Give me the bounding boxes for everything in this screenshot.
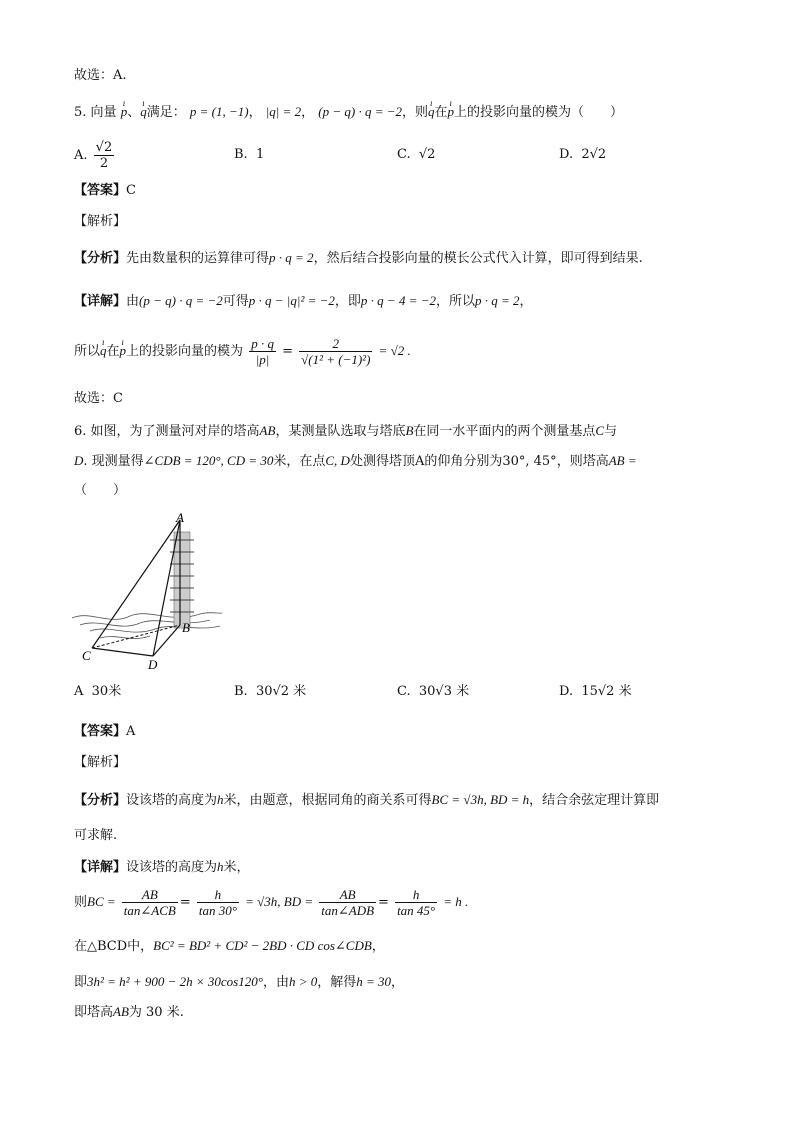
xj-expr1: (p − q) · q = −2: [139, 293, 223, 308]
q5-fenxi: [74, 248, 643, 269]
xj-expr2: p · q − |q|² = −2: [248, 293, 335, 308]
option-label: B.: [234, 147, 248, 162]
point-label-b: B: [182, 620, 190, 635]
l4-text-a: 即: [74, 975, 88, 990]
xj-text-a: 设该塔的高度为: [126, 860, 218, 875]
fenxi-expr: p · q = 2: [269, 250, 314, 265]
q6-text-h: ，则塔高: [556, 454, 609, 469]
l4-cond: h > 0: [288, 974, 318, 989]
xj-text-c: ，即: [334, 294, 361, 309]
fenxi-tag: 【分析】: [74, 793, 127, 808]
fenxi-tag: 【分析】: [74, 251, 127, 266]
fraction: $\frac{√2}{2}$: [95, 140, 113, 171]
fenxi-text-2: ，然后结合投影向量的模长公式代入计算，即可得到结果.: [313, 251, 643, 266]
q5-cond3: (p − q) · q = −2: [318, 104, 402, 119]
xj-expr3: p · q − 4 = −2: [360, 293, 436, 308]
option-label: A: [74, 684, 84, 699]
q6-final-line: [74, 1002, 184, 1023]
option-label: D.: [559, 684, 574, 699]
l5-text-c: 为 30 米.: [128, 1005, 184, 1020]
fenxi-text-b: 米，由题意，根据同角的商关系可得: [223, 793, 432, 808]
fraction-ab-tanacb: $\frac{AB}{\text{tan∠ACB}}$: [123, 887, 176, 918]
l3-text: 在△BCD中，: [74, 939, 154, 954]
point-label-d: D: [148, 657, 158, 670]
q5-stem-prefix: 5. 向量: [74, 105, 117, 120]
q5-answer: [74, 181, 136, 201]
answer-value: C: [126, 183, 136, 198]
q5-projection-line: 所以ı q在ı p上的投影向量的模为 $\frac{p \cdot q}{|p|}$ = $\frac{2}{\text{√(1² + (−1)²)}}$ = √2 .: [74, 334, 411, 369]
tower-figure: [70, 510, 225, 670]
l2-text-c: 上的投影向量的模为: [126, 344, 244, 359]
xj-text-d: ，所以: [436, 294, 476, 309]
fenxi-expr: BC = √3h, BD = h: [431, 792, 530, 807]
vector-p: ı p: [121, 102, 128, 122]
q5-stem-mid: 满足：: [146, 105, 186, 120]
option-text: 30√2 米: [255, 684, 307, 699]
l4-text-b: ，由: [262, 975, 289, 990]
option-label: A.: [74, 148, 88, 163]
var-h: h: [217, 792, 224, 807]
option-text: √2: [418, 147, 436, 162]
vector-q-3: ı q: [100, 334, 107, 368]
q6-option-d: [559, 682, 632, 702]
xiangjie-tag: 【详解】: [74, 860, 127, 875]
q6-abeq: AB =: [608, 453, 637, 468]
q6-c: C: [595, 423, 605, 438]
vector-q-2: ı q: [428, 102, 435, 122]
l3-expr: BC² = BD² + CD² − 2BD · CD cos∠CDB: [153, 938, 372, 953]
q5-option-a: [74, 140, 116, 171]
option-text: 1: [255, 147, 265, 162]
q5-conclusion: 故选：C: [74, 391, 123, 406]
option-text: 30米: [91, 684, 122, 699]
var-h-2: h: [217, 859, 224, 874]
vector-q: ı q: [140, 102, 147, 122]
fraction-h-tan30: $\frac{h}{\tan 30^\circ}$: [198, 887, 237, 918]
l2-text-a: 所以: [74, 344, 101, 359]
l4-expr: 3h² = h² + 900 − 2h × 30cos120°: [87, 974, 263, 989]
q6-solve-line: [74, 972, 404, 993]
q6-tan-line: 则BC = $\frac{AB}{\text{tan∠ACB}}$ = $\frac{h}{\tan 30^\circ}$ = √3h, BD = $\frac{AB}{\text{tan∠ADB}}$ = $\frac{h}{\tan 45^\circ}$ = h .: [74, 887, 469, 918]
l4-text-d: ，解得: [317, 975, 357, 990]
q5-xiangjie: [74, 291, 533, 312]
q6-text-e: . 现测量得: [83, 454, 144, 469]
q4-conclusion: 故选：A.: [74, 68, 127, 83]
option-label: D.: [559, 147, 574, 162]
l5-ab: AB: [113, 1004, 129, 1019]
vector-p-3: ı p: [120, 334, 127, 368]
q6-answer: [74, 722, 135, 742]
q6-analysis-tag: 【解析】: [74, 755, 127, 770]
q5-tail-b: 在: [434, 105, 448, 120]
answer-value: A: [126, 724, 136, 739]
q6-d: D: [74, 453, 84, 468]
point-label-c: C: [82, 648, 91, 663]
projection-fraction: $\frac{p \cdot q}{|p|}$: [251, 336, 274, 367]
q6-cosine-line: [74, 936, 385, 957]
q5-tail-a: ，则: [402, 105, 429, 120]
fraction-h-tan45: $\frac{h}{\tan 45^\circ}$: [397, 887, 436, 918]
point-label-a: A: [176, 510, 184, 525]
q6-text-d: 与: [604, 424, 618, 439]
q6-stem-line1: [74, 421, 617, 442]
q6-angles: 30°, 45°: [502, 454, 557, 469]
xj-text: 由: [126, 294, 140, 309]
river-lines: [72, 613, 222, 639]
fenxi-text-c: ，结合余弦定理计算即: [529, 793, 660, 808]
option-label: C.: [397, 684, 411, 699]
q6-text-a: 6. 如图，为了测量河对岸的塔高: [74, 424, 260, 439]
q6-text-g: 处测得塔顶A的仰角分别为: [349, 454, 503, 469]
projection-value-fraction: $\frac{2}{\text{√(1² + (−1)²)}}$: [301, 336, 371, 367]
q6-option-c: [397, 682, 469, 702]
q5-option-c: [397, 145, 435, 165]
vector-p-2: ı p: [448, 102, 455, 122]
xj-text-b: 可得: [222, 294, 249, 309]
option-label: C.: [397, 147, 411, 162]
q5-cond1: p = (1, −1): [189, 104, 249, 119]
fenxi-text-a: 设该塔的高度为: [126, 793, 218, 808]
option-label: B.: [234, 684, 248, 699]
q6-paren: （ ）: [74, 483, 127, 498]
q6-option-a: [74, 682, 121, 702]
q6-option-b: [234, 682, 306, 702]
q6-xiangjie: [74, 857, 250, 878]
l2-pre: 则: [74, 895, 88, 910]
geometry-lines: [92, 520, 180, 656]
q6-cd: C, D: [325, 453, 350, 468]
option-text: 30√3 米: [418, 684, 470, 699]
projection-result: = √2 .: [378, 343, 411, 358]
xj-expr4: p · q = 2: [475, 293, 520, 308]
answer-tag: 【答案】: [74, 724, 127, 739]
q5-option-d: [559, 145, 606, 165]
answer-tag: 【答案】: [74, 183, 127, 198]
l2-bc: BC =: [87, 894, 116, 909]
l2-text-b: 在: [106, 344, 120, 359]
fenxi-text: 先由数量积的运算律可得: [126, 251, 270, 266]
xj-text-e: ，: [519, 294, 533, 309]
q5-cond2: |q| = 2: [265, 104, 302, 119]
q6-ab: AB: [259, 423, 276, 438]
l2-end: = h .: [443, 894, 469, 909]
q5-analysis-tag: 【解析】: [74, 214, 127, 229]
l4-text-f: ，: [391, 975, 405, 990]
q6-stem-line2: [74, 451, 637, 472]
q5-option-b: [234, 145, 264, 165]
xj-text-b: 米，: [223, 860, 250, 875]
q6-text-b: ，某测量队选取与塔底: [275, 424, 406, 439]
l3-text-b: ，: [371, 939, 385, 954]
l4-result: h = 30: [356, 974, 392, 989]
l2-mid: = √3h, BD =: [245, 894, 314, 909]
q5-tail-c: 上的投影向量的模为（ ）: [454, 105, 624, 120]
l5-text-a: 即塔高: [74, 1005, 114, 1020]
q5-stem: 5. 向量 ı p、ı q满足： p = (1, −1)， |q| = 2， (p − q) · q = −2，则ı q在ı p上的投影向量的模为（ ）: [74, 102, 623, 123]
tower-diagram: [70, 510, 225, 670]
pagoda-icon: [170, 532, 194, 628]
q6-cond: ∠CDB = 120°, CD = 30: [143, 453, 274, 468]
q6-fenxi-cont: 可求解.: [74, 828, 118, 843]
q6-text-f: 米，在点: [273, 454, 326, 469]
q6-b: B: [405, 423, 414, 438]
q6-fenxi: [74, 790, 659, 811]
xiangjie-tag: 【详解】: [74, 294, 127, 309]
q6-text-c: 在同一水平面内的两个测量基点: [413, 424, 596, 439]
option-text: 2√2: [581, 147, 607, 162]
fraction-ab-tanadb: $\frac{AB}{\text{tan∠ADB}}$: [321, 887, 375, 918]
option-text: 15√2 米: [581, 684, 632, 699]
q5-sep: 、: [127, 105, 141, 120]
